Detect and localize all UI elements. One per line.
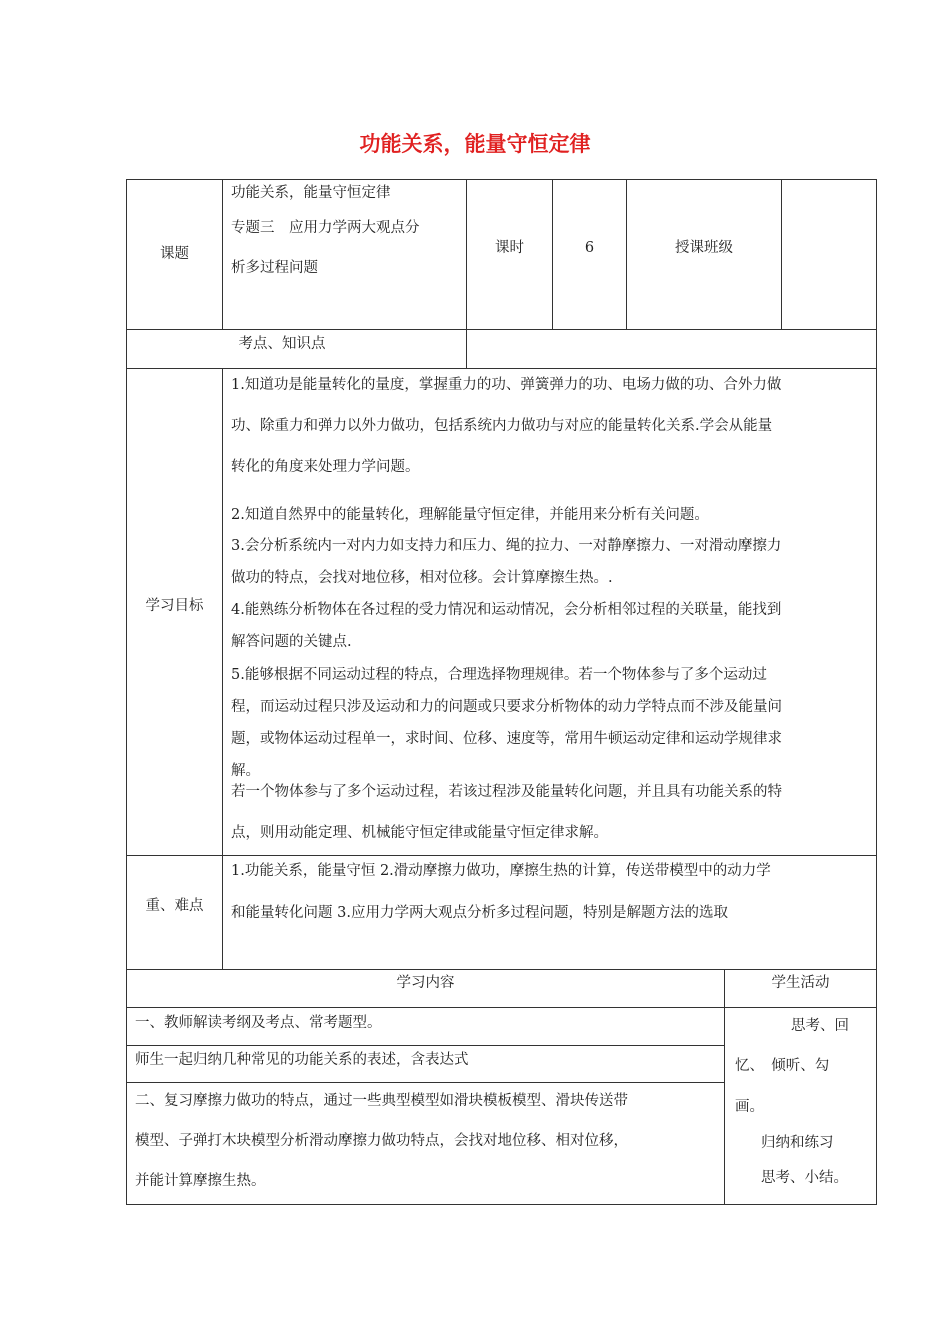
content-row-2	[126, 1045, 725, 1083]
objective-line: 转化的角度来处理力学问题。	[231, 459, 420, 475]
content-row-3-line: 并能计算摩擦生热。	[135, 1173, 266, 1189]
class-value-cell	[781, 179, 877, 330]
knowledge-label-cell	[126, 329, 467, 369]
objective-line: 5.能够根据不同运动过程的特点，合理选择物理规律。若一个物体参与了多个运动过	[231, 667, 767, 683]
objective-line: 2.知道自然界中的能量转化，理解能量守恒定律，并能用来分析有关问题。	[231, 507, 709, 523]
class-label-cell	[626, 179, 782, 330]
objectives-label-cell	[126, 368, 223, 856]
topic-line-2: 专题三 应用力学两大观点分	[231, 220, 420, 236]
objective-line: 程，而运动过程只涉及运动和力的问题或只要求分析物体的动力学特点而不涉及能量问	[231, 699, 782, 715]
content-row-2-text: 师生一起归纳几种常见的功能关系的表述，含表达式	[135, 1052, 469, 1068]
objective-line: 解。	[231, 763, 260, 779]
difficulty-line: 1.功能关系，能量守恒 2.滑动摩擦力做功，摩擦生热的计算，传送带模型中的动力学	[231, 863, 771, 879]
content-row-3	[126, 1082, 725, 1205]
content-row-1	[126, 1007, 725, 1046]
objective-line: 功、除重力和弹力以外力做功，包括系统内力做功与对应的能量转化关系.学会从能量	[231, 418, 773, 434]
objective-line: 4.能熟练分析物体在各过程的受力情况和运动情况，会分析相邻过程的关联量，能找到	[231, 602, 782, 618]
hours-value: 6	[584, 240, 595, 256]
class-label: 授课班级	[675, 240, 733, 256]
activity-line: 画。	[735, 1099, 764, 1115]
content-header-cell	[126, 969, 725, 1008]
objective-line: 做功的特点，会找对地位移，相对位移。会计算摩擦生热。.	[231, 570, 613, 586]
difficulties-label-cell	[126, 855, 223, 970]
objective-line: 若一个物体参与了多个运动过程，若该过程涉及能量转化问题，并且具有功能关系的特	[231, 784, 782, 800]
difficulties-content-cell	[222, 855, 877, 970]
activity-cell	[724, 1007, 877, 1205]
topic-value-cell	[222, 179, 467, 330]
activity-line: 思考、小结。	[761, 1170, 848, 1186]
topic-line-1: 功能关系，能量守恒定律	[231, 185, 391, 201]
topic-label-cell	[126, 179, 223, 330]
objectives-label: 学习目标	[145, 598, 204, 614]
page-title: 功能关系，能量守恒定律	[359, 132, 591, 156]
objectives-content-cell	[222, 368, 877, 856]
objective-line: 题，或物体运动过程单一，求时间、位移、速度等，常用牛顿运动定律和运动学规律求	[231, 731, 782, 747]
activity-header-cell	[724, 969, 877, 1008]
activity-header: 学生活动	[771, 975, 830, 991]
hours-label-cell	[466, 179, 553, 330]
content-header: 学习内容	[396, 975, 455, 991]
content-row-3-line: 模型、子弹打木块模型分析滑动摩擦力做功特点，会找对地位移、相对位移，	[135, 1133, 628, 1149]
activity-line: 归纳和练习	[761, 1135, 834, 1151]
difficulty-line: 和能量转化问题 3.应用力学两大观点分析多过程问题，特别是解题方法的选取	[231, 905, 728, 921]
difficulties-label: 重、难点	[145, 898, 204, 914]
content-row-3-line: 二、复习摩擦力做功的特点，通过一些典型模型如滑块模板模型、滑块传送带	[135, 1093, 628, 1109]
objective-line: 3.会分析系统内一对内力如支持力和压力、绳的拉力、一对静摩擦力、一对滑动摩擦力	[231, 538, 782, 554]
topic-label: 课题	[160, 246, 189, 262]
topic-line-3: 析多过程问题	[231, 260, 318, 276]
objective-line: 解答问题的关键点.	[231, 634, 352, 650]
hours-value-cell	[552, 179, 627, 330]
objective-line: 1.知道功是能量转化的量度，掌握重力的功、弹簧弹力的功、电场力做的功、合外力做	[231, 377, 782, 393]
content-row-1-text: 一、教师解读考纲及考点、常考题型。	[135, 1015, 382, 1031]
knowledge-label: 考点、知识点	[238, 336, 326, 352]
hours-label: 课时	[495, 240, 524, 256]
activity-line: 忆、 倾听、勾	[735, 1058, 830, 1074]
knowledge-value-cell	[466, 329, 877, 369]
objective-line: 点，则用动能定理、机械能守恒定律或能量守恒定律求解。	[231, 825, 608, 841]
activity-line: 思考、回	[791, 1018, 849, 1034]
